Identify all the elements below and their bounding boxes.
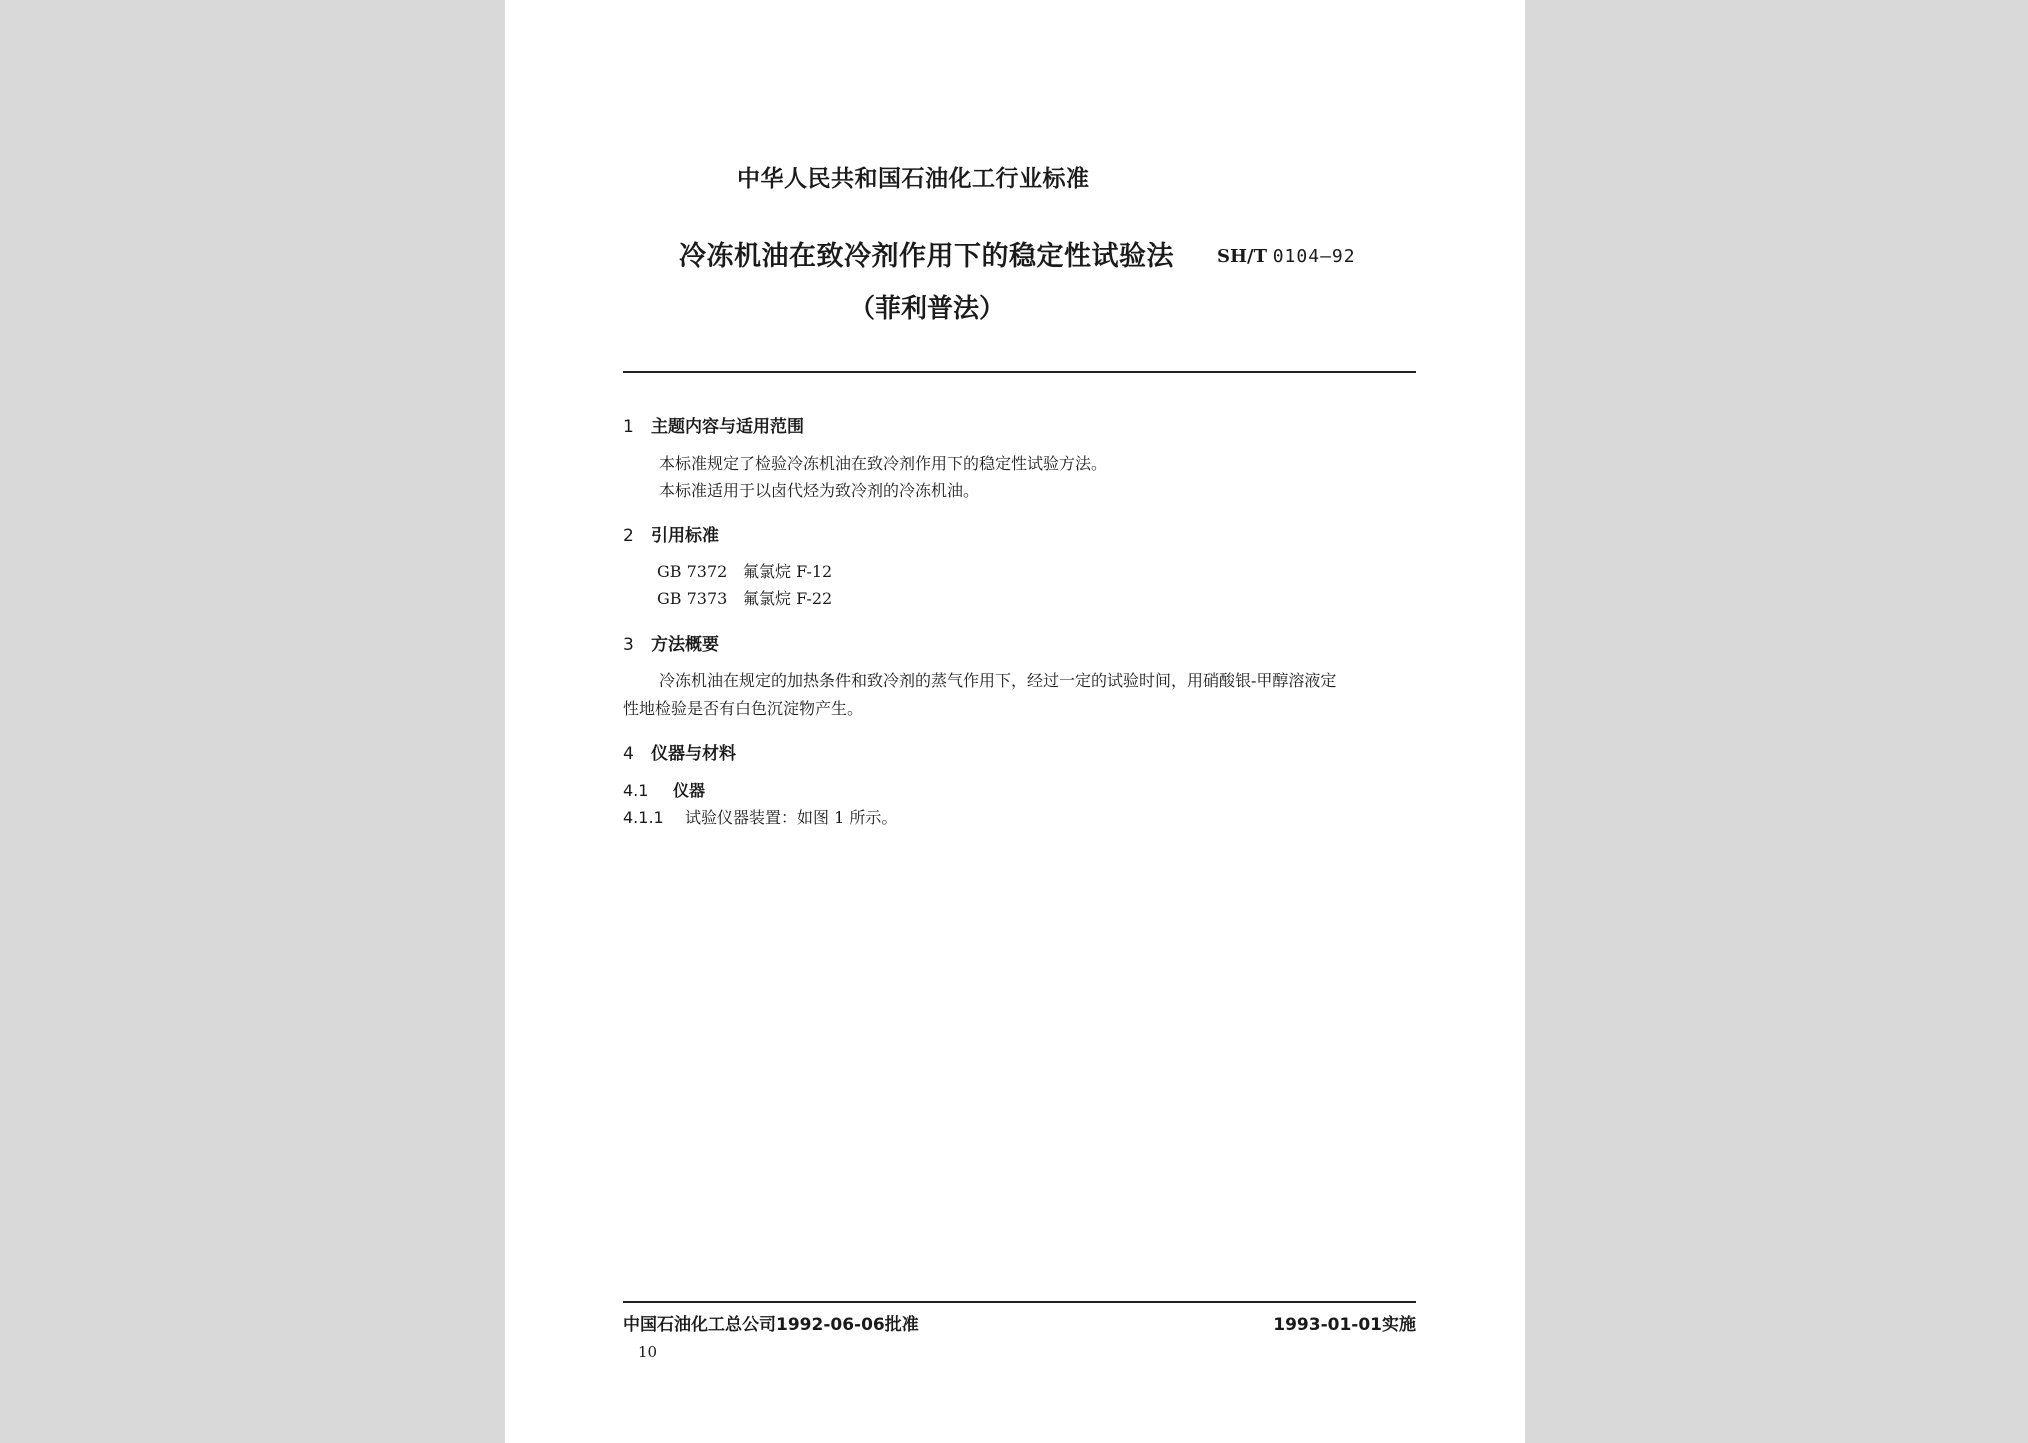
footer-divider [623, 1301, 1416, 1303]
reference-item [657, 585, 832, 613]
section-title: 主题内容与适用范围 [651, 417, 804, 437]
reference-code: GB 7373 [657, 589, 728, 608]
section-1-heading [623, 412, 804, 437]
effective-date: 1993-01-01实施 [1273, 1315, 1416, 1335]
subsection-number: 4.1 [623, 781, 649, 800]
section-number: 2 [623, 526, 634, 546]
code-prefix: SH/T [1217, 246, 1267, 267]
section-4-heading [623, 739, 736, 764]
section-1-line-2: 本标准适用于以卤代烃为致冷剂的冷冻机油。 [659, 481, 980, 500]
section-title: 引用标准 [651, 526, 719, 546]
reference-item [657, 558, 832, 586]
section-number: 3 [623, 635, 634, 655]
document-title: 冷冻机油在致冷剂作用下的稳定性试验法 [679, 241, 1174, 272]
section-title: 仪器与材料 [651, 744, 736, 764]
section-title: 方法概要 [651, 635, 719, 655]
subsection-4-1 [623, 777, 705, 805]
section-number: 4 [623, 744, 634, 764]
subsection-number: 4.1.1 [623, 808, 664, 827]
document-page [505, 0, 1525, 1443]
section-3-line-2: 性地检验是否有白色沉淀物产生。 [623, 699, 864, 718]
document-subtitle: （菲利普法） [849, 294, 1006, 324]
header-divider [623, 371, 1416, 373]
approval-info: 中国石油化工总公司1992-06-06批准 [623, 1315, 919, 1335]
section-3-line-1: 冷冻机油在规定的加热条件和致冷剂的蒸气作用下，经过一定的试验时间，用硝酸银-甲醇溶液定 [659, 671, 1337, 690]
reference-name: 氟氯烷 F-22 [743, 589, 833, 608]
subsection-title: 仪器 [673, 781, 706, 800]
subsection-4-1-1 [623, 804, 897, 832]
reference-code: GB 7372 [657, 562, 728, 581]
standard-category: 中华人民共和国石油化工行业标准 [737, 166, 1090, 192]
section-3-heading [623, 630, 719, 655]
page-number: 10 [638, 1343, 658, 1361]
subsection-text: 试验仪器装置：如图 1 所示。 [685, 808, 898, 827]
section-1-line-1: 本标准规定了检验冷冻机油在致冷剂作用下的稳定性试验方法。 [659, 454, 1108, 473]
reference-name: 氟氯烷 F-12 [743, 562, 833, 581]
code-number: 0104—92 [1272, 246, 1356, 267]
standard-code [1217, 246, 1356, 267]
section-number: 1 [623, 417, 634, 437]
section-2-heading [623, 521, 719, 546]
